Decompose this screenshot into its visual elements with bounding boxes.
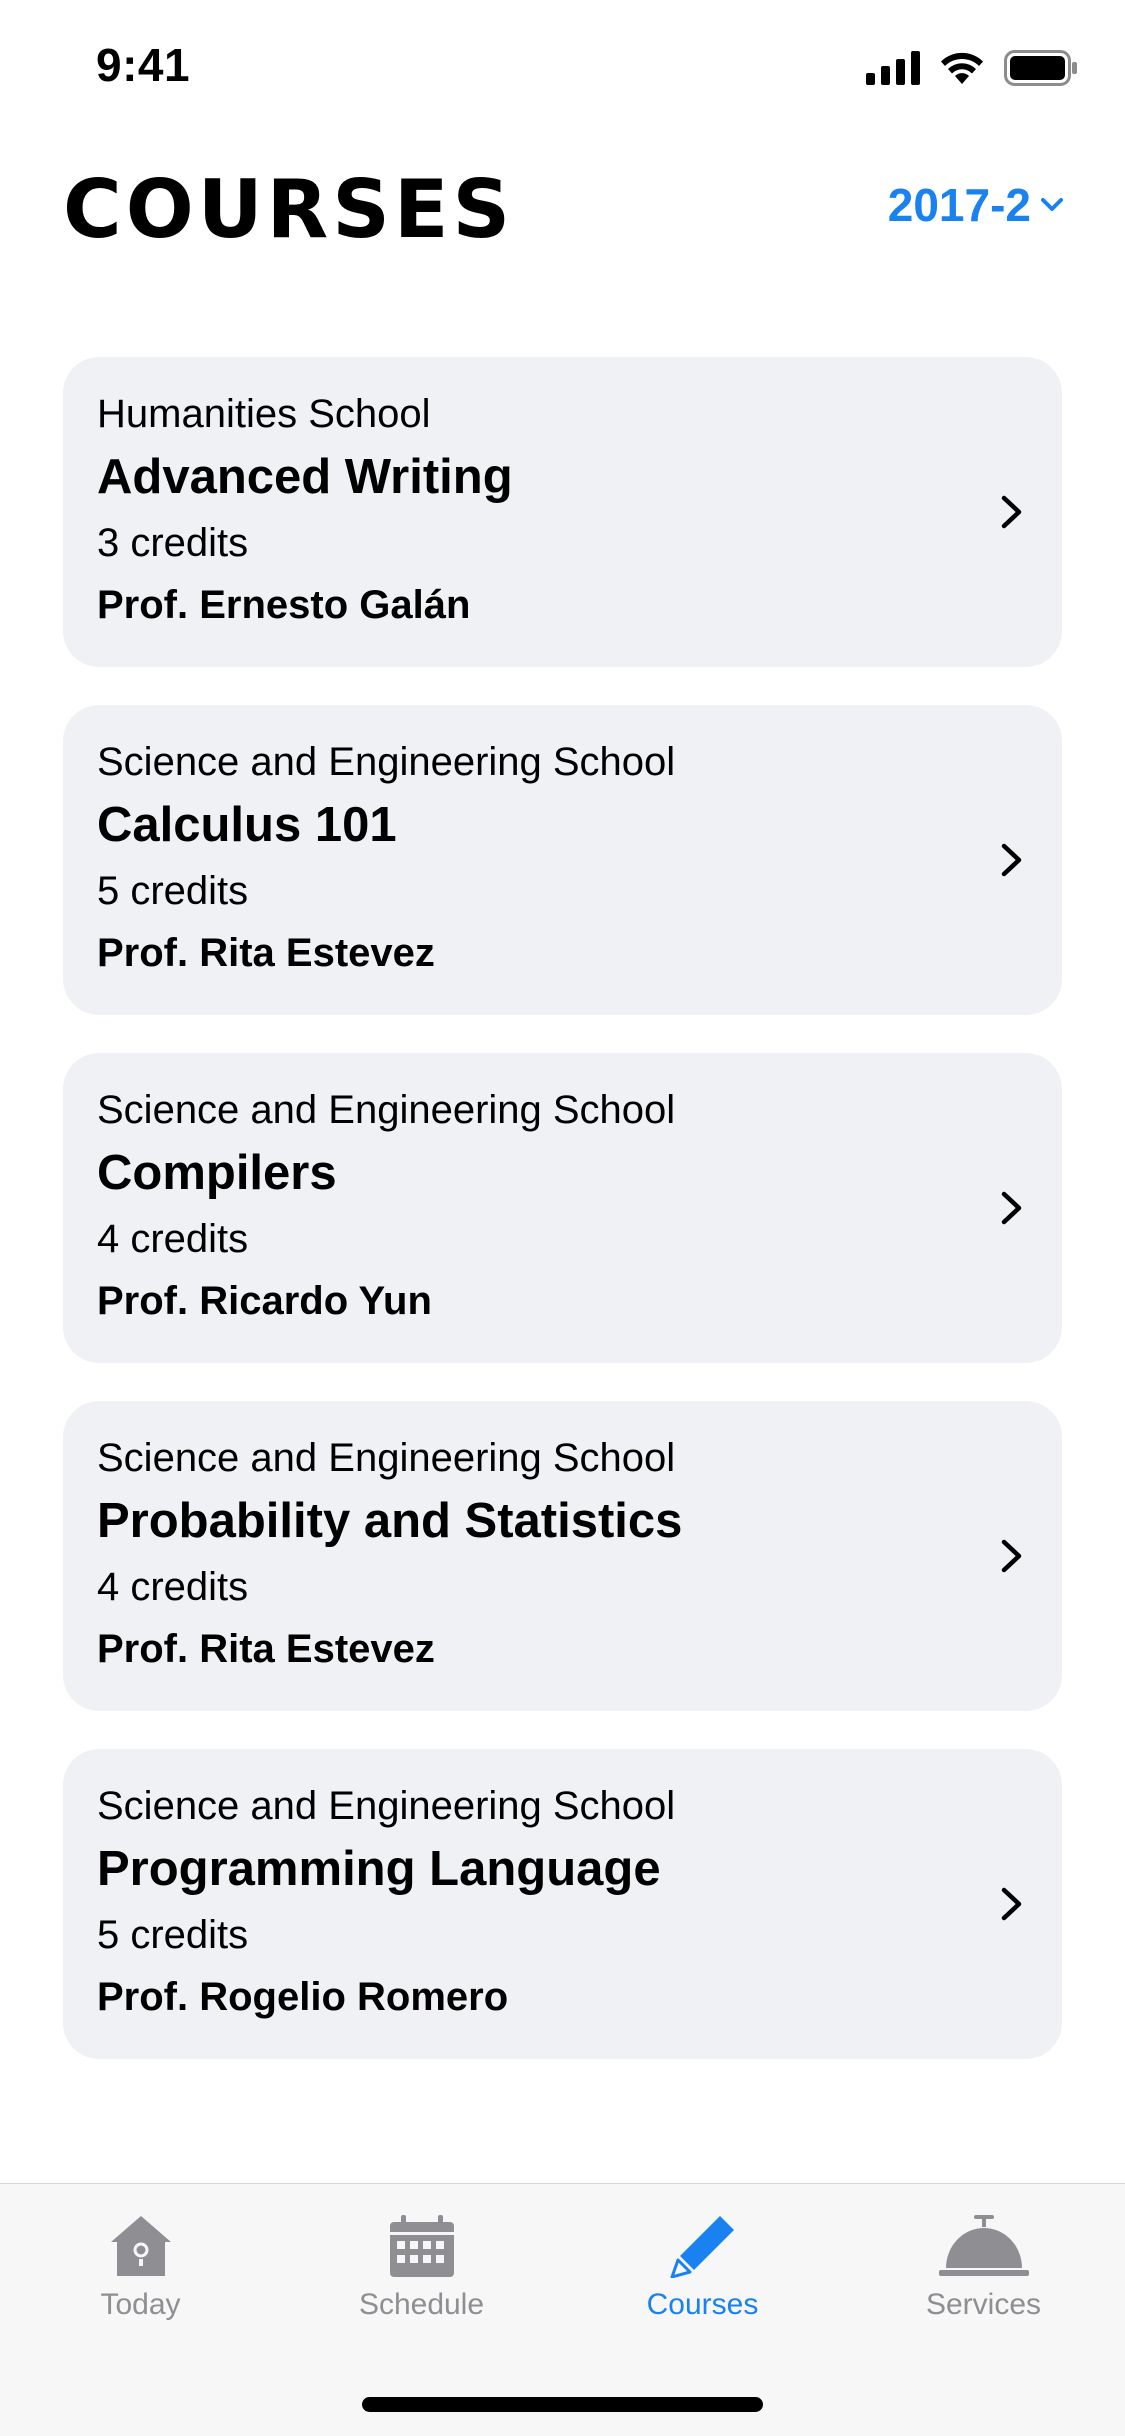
course-credits: 4 credits — [97, 1565, 249, 1609]
course-credits: 4 credits — [97, 1217, 249, 1261]
chevron-right-icon — [992, 840, 1032, 880]
course-card-advanced-writing[interactable] — [63, 357, 1062, 667]
course-school: Science and Engineering School — [97, 1088, 676, 1132]
wifi-icon — [938, 50, 986, 86]
chevron-right-icon — [992, 1884, 1032, 1924]
course-school: Science and Engineering School — [97, 1436, 676, 1480]
birdhouse-icon — [109, 2210, 173, 2278]
course-name: Programming Language — [97, 1842, 661, 1896]
cellular-signal-icon — [866, 51, 920, 85]
home-indicator[interactable] — [362, 2397, 763, 2412]
status-icons — [866, 50, 1078, 86]
course-school: Science and Engineering School — [97, 1784, 676, 1828]
status-bar — [0, 0, 1125, 132]
course-professor: Prof. Rita Estevez — [97, 931, 435, 975]
course-credits: 3 credits — [97, 521, 249, 565]
tab-today[interactable] — [0, 2184, 281, 2334]
page-title: COURSES — [63, 163, 515, 256]
tab-label: Today — [100, 2288, 181, 2321]
course-professor: Prof. Ernesto Galán — [97, 583, 471, 627]
course-school: Science and Engineering School — [97, 740, 676, 784]
course-name: Calculus 101 — [97, 798, 397, 852]
pencil-icon — [670, 2210, 736, 2278]
course-school: Humanities School — [97, 392, 431, 436]
course-card-programming-language[interactable] — [63, 1749, 1062, 2059]
chevron-right-icon — [992, 492, 1032, 532]
course-credits: 5 credits — [97, 1913, 249, 1957]
course-name: Advanced Writing — [97, 450, 513, 504]
tab-label: Courses — [646, 2288, 759, 2321]
course-credits: 5 credits — [97, 869, 249, 913]
tab-label: Schedule — [358, 2288, 485, 2321]
course-card-compilers[interactable] — [63, 1053, 1062, 1363]
course-card-calculus-101[interactable] — [63, 705, 1062, 1015]
chevron-right-icon — [992, 1536, 1032, 1576]
course-list — [63, 357, 1062, 2097]
tab-courses[interactable] — [562, 2184, 843, 2334]
course-name: Compilers — [97, 1146, 337, 1200]
status-time: 9:41 — [96, 39, 191, 91]
course-professor: Prof. Rita Estevez — [97, 1627, 435, 1671]
term-selector[interactable] — [888, 178, 1063, 232]
tab-label: Services — [925, 2288, 1042, 2321]
term-label: 2017-2 — [887, 179, 1031, 231]
course-name: Probability and Statistics — [97, 1494, 683, 1548]
course-professor: Prof. Ricardo Yun — [97, 1279, 432, 1323]
course-professor: Prof. Rogelio Romero — [97, 1975, 509, 2019]
course-card-probability-and-statistics[interactable] — [63, 1401, 1062, 1711]
chevron-right-icon — [992, 1188, 1032, 1228]
battery-icon — [1004, 50, 1078, 86]
chevron-down-icon — [1041, 197, 1063, 213]
service-bell-icon — [938, 2210, 1030, 2278]
tab-schedule[interactable] — [281, 2184, 562, 2334]
calendar-icon — [389, 2210, 455, 2278]
tab-bar — [0, 2183, 1125, 2436]
tab-services[interactable] — [843, 2184, 1124, 2334]
